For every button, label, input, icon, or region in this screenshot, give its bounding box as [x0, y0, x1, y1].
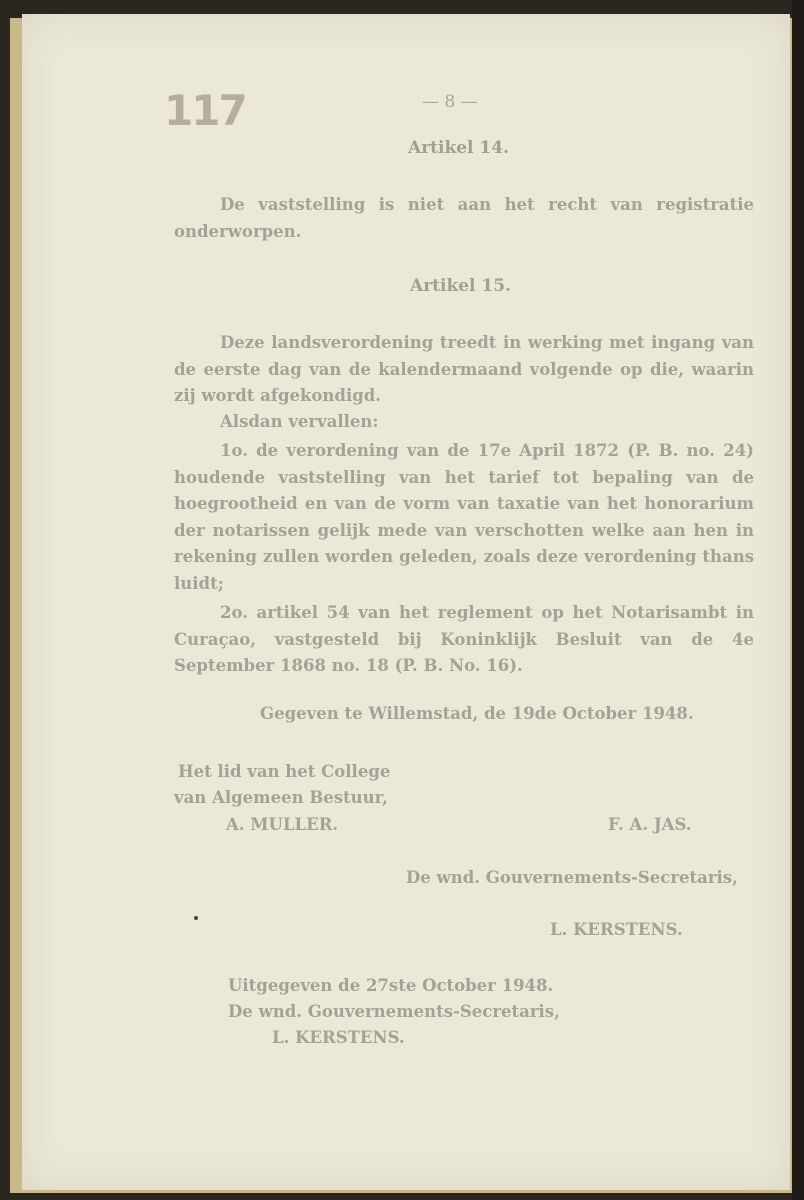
article-14-heading: Artikel 14. [408, 138, 510, 158]
scanner-edge [792, 0, 804, 1200]
page-number: — 8 — [422, 92, 478, 112]
article-15-text: Deze landsverordening treedt in werking met ingang van de eerste dag van de kalendermaand volgende op die, waarin zij wordt afgekondigd. [174, 333, 754, 405]
publication-line-1: Uitgegeven de 27ste October 1948. [228, 976, 554, 995]
repeal-item-1: 1o. de verordening van de 17e April 1872 (P. B. no. 24) houdende vaststelling van het tarief tot bepaling van de hoegrootheid en van de vorm van taxatie van het honorarium der notarissen gelijk mede van verschotten welke aan hen in rekening zullen worden geleden, zoals deze verordening thans luidt; [174, 441, 754, 593]
document-page [22, 14, 790, 1190]
article-15-heading: Artikel 15. [410, 276, 512, 296]
article-14-text: De vaststelling is niet aan het recht van registratie onderworpen. [174, 195, 754, 241]
governor-name: F. A. JAS. [608, 815, 692, 834]
folio-number: 117 [164, 86, 246, 135]
publication-line-3: L. KERSTENS. [272, 1028, 405, 1047]
secretary-name: L. KERSTENS. [550, 920, 683, 939]
ink-speck [194, 916, 198, 920]
given-line: Gegeven te Willemstad, de 19de October 1948. [260, 704, 694, 723]
college-line-1: Het lid van het College [178, 762, 391, 781]
college-line-2: van Algemeen Bestuur, [174, 788, 388, 807]
college-signatory-name: A. MULLER. [226, 815, 339, 834]
repeal-intro: Alsdan vervallen: [220, 412, 379, 431]
publication-line-2: De wnd. Gouvernements-Secretaris, [228, 1002, 560, 1021]
secretary-title: De wnd. Gouvernements-Secretaris, [406, 868, 738, 887]
repeal-item-2: 2o. artikel 54 van het reglement op het Notarisambt in Curaçao, vastgesteld bij Koninklijk Besluit van de 4e September 1868 no. 18 (P. B. No. 16). [174, 603, 754, 675]
